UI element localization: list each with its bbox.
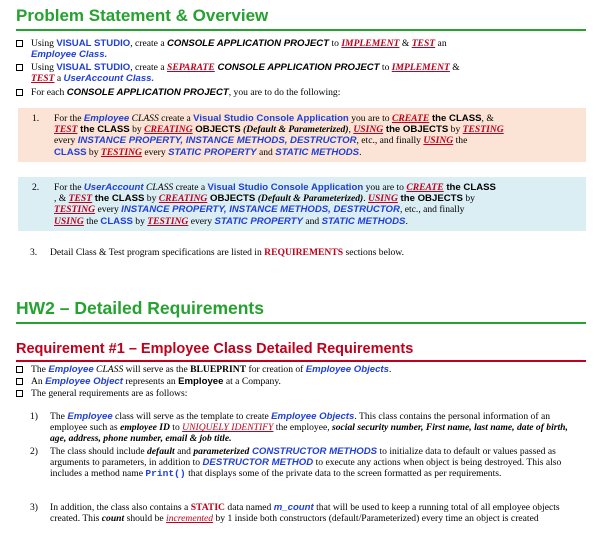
section-divider bbox=[16, 360, 586, 362]
section-title-problem-statement: Problem Statement & Overview bbox=[16, 6, 269, 25]
bullet-item: For each CONSOLE APPLICATION PROJECT, you are to do the following: bbox=[12, 87, 586, 98]
numbered-item-2: 2. For the UserAccount CLASS create a Visual Studio Console Application you are to CREATE the CLASS , & TEST the CLASS by CREATING OBJECTS (Default & Parameterized). USING the OBJECTS by TESTING every INSTANCE PROPERTY, INSTANCE METHODS, DESTRUCTOR, etc., and finally USING the CLASS by TESTING every STATIC PROPERTY and STATIC METHODS. bbox=[18, 177, 586, 231]
bullet-item: Using VISUAL STUDIO, create a SEPARATE CONSOLE APPLICATION PROJECT to IMPLEMENT & TEST a UserAccount Class. bbox=[12, 62, 586, 84]
checkbox-bullet-icon bbox=[16, 366, 23, 373]
section-divider bbox=[16, 29, 586, 31]
checkbox-bullet-icon bbox=[16, 40, 23, 47]
numbered-item-3: 3. Detail Class & Test program specifications are listed in REQUIREMENTS sections below. bbox=[30, 247, 405, 258]
section-divider bbox=[16, 322, 586, 324]
requirement-item-2: 2) The class should include default and parameterized CONSTRUCTOR METHODS to initialize data to default or values passed as arguments to parameters, in addition to DESTRUCTOR METHOD to execute any actions when object is being destroyed. This also includes a method name Print() that displays some of the private data to the screen formatted as per requirements. bbox=[30, 446, 562, 480]
bullet-item: The general requirements are as follows: bbox=[12, 388, 586, 399]
bullet-item: The Employee CLASS will serve as the BLUEPRINT for creation of Employee Objects. bbox=[12, 364, 586, 375]
checkbox-bullet-icon bbox=[16, 89, 23, 96]
numbered-item-1: 1. For the Employee CLASS create a Visual Studio Console Application you are to CREATE the CLASS, & TEST the CLASS by CREATING OBJECTS (Default & Parameterized), USING the OBJECTS by TESTING every INSTANCE PROPERTY, INSTANCE METHODS, DESTRUCTOR, etc., and finally USING the CLASS by TESTING every STATIC PROPERTY and STATIC METHODS. bbox=[18, 108, 586, 162]
checkbox-bullet-icon bbox=[16, 390, 23, 397]
bullet-item: Using VISUAL STUDIO, create a CONSOLE APPLICATION PROJECT to IMPLEMENT & TEST an Employee Class. bbox=[12, 38, 586, 60]
section-title-requirement-1: Requirement #1 – Employee Class Detailed Requirements bbox=[16, 341, 414, 357]
requirement-item-1: 1) The Employee class will serve as the template to create Employee Objects. This class contains the personal information of an employee such as employee ID to UNIQUELY IDENTIFY the employee, social security number, First name, last name, date of birth, age, address, phone number, email & job title. bbox=[30, 411, 568, 445]
checkbox-bullet-icon bbox=[16, 64, 23, 71]
checkbox-bullet-icon bbox=[16, 378, 23, 385]
requirement-item-3: 3) In addition, the class also contains a STATIC data named m_count that will be used to keep a running total of all employee objects created. This count should be incremented by 1 inside both constructors (default/Parameterized) every time an object is created bbox=[30, 502, 560, 525]
section-title-hw2-requirements: HW2 – Detailed Requirements bbox=[16, 298, 264, 318]
bullet-item: An Employee Object represents an Employee at a Company. bbox=[12, 376, 586, 387]
